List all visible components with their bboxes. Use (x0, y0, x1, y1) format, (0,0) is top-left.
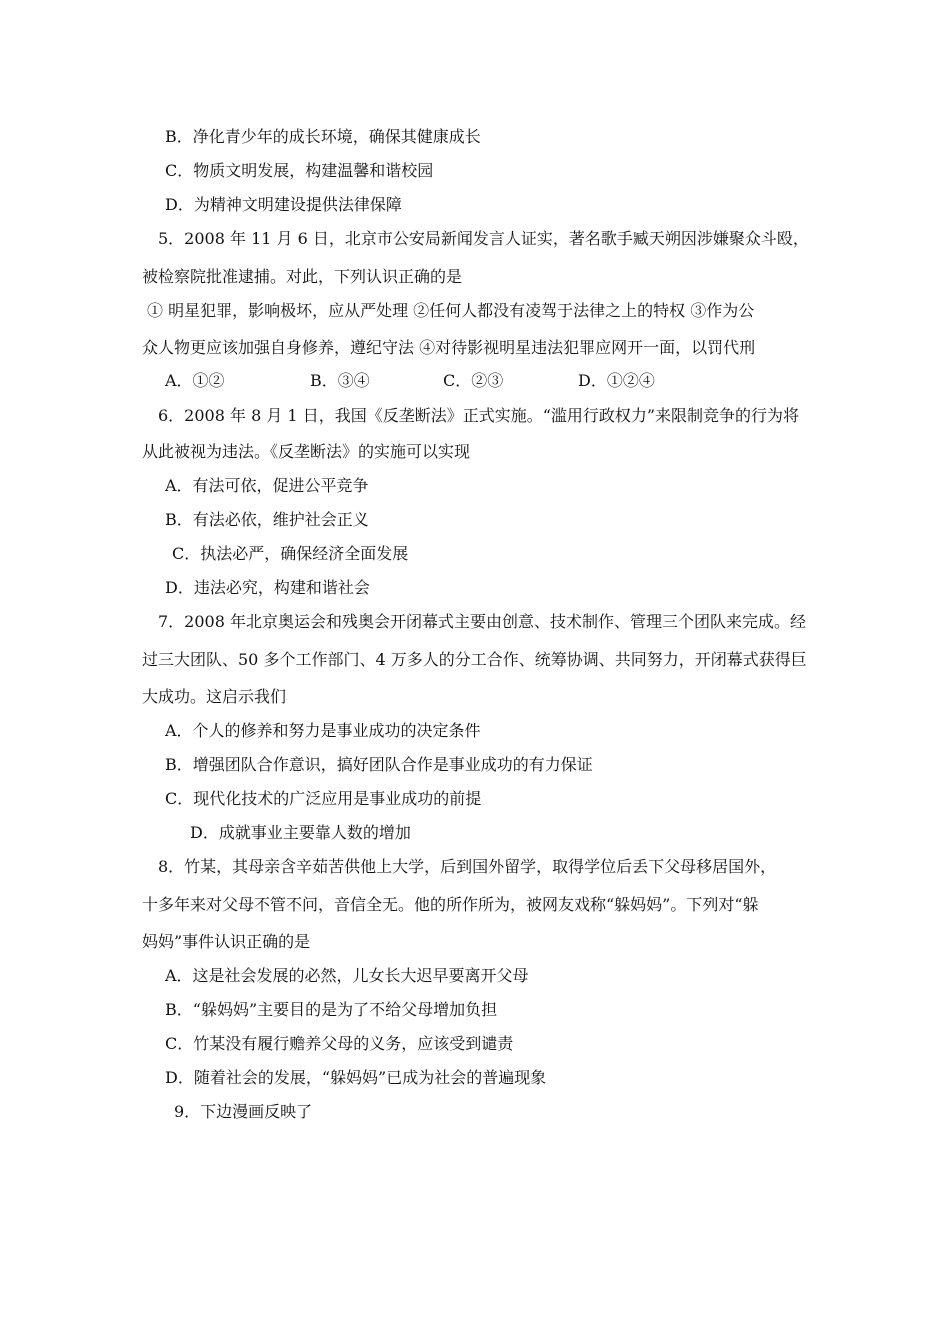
q9-stem: 9．下边漫画反映了 (174, 1102, 313, 1121)
q5-stem-line2: 被检察院批准逮捕。对此，下列认识正确的是 (142, 267, 463, 286)
q8-stem-line1: 8．竹某，其母亲含辛茹苦供他上大学，后到国外留学，取得学位后丢下父母移居国外， (158, 857, 777, 876)
q8-stem-line2: 十多年来对父母不管不问，音信全无。他的所作所为，被网友戏称“躲妈妈”。下列对“躲 (142, 895, 759, 914)
q6-stem-line2: 从此被视为违法。《反垄断法》的实施可以实现 (142, 442, 471, 461)
q6-option-c: C．执法必严，确保经济全面发展 (172, 544, 409, 563)
q7-stem-line3: 大成功。这启示我们 (142, 687, 287, 706)
q5-choice-a: A．①② (165, 371, 225, 390)
q7-stem-line2: 过三大团队、50 多个工作部门、4 万多人的分工合作、统筹协调、共同努力，开闭幕式获得巨 (142, 650, 807, 669)
q8-option-d: D．随着社会的发展，“躲妈妈”已成为社会的普遍现象 (165, 1068, 547, 1087)
q7-option-d: D．成就事业主要靠人数的增加 (190, 823, 411, 842)
q6-stem-line1: 6．2008 年 8 月 1 日，我国《反垄断法》正式实施。“滥用行政权力”来限制竞争的行为将 (158, 406, 800, 425)
q8-option-b: B．“躲妈妈”主要目的是为了不给父母增加负担 (165, 1000, 498, 1019)
q8-option-c: C．竹某没有履行赡养父母的义务，应该受到谴责 (165, 1034, 514, 1053)
q4-option-d: D．为精神文明建设提供法律保障 (165, 195, 402, 214)
q8-option-a: A．这是社会发展的必然，儿女长大迟早要离开父母 (165, 966, 529, 985)
q7-option-a: A．个人的修养和努力是事业成功的决定条件 (165, 721, 481, 740)
q4-option-c: C．物质文明发展，构建温馨和谐校园 (165, 161, 434, 180)
q5-items-line1: ① 明星犯罪，影响极坏，应从严处理 ②任何人都没有凌驾于法律之上的特权 ③作为公 (147, 301, 755, 320)
q6-option-a: A．有法可依，促进公平竞争 (165, 476, 369, 495)
q8-stem-line3: 妈妈”事件认识正确的是 (142, 932, 311, 951)
q7-option-b: B．增强团队合作意识，搞好团队合作是事业成功的有力保证 (165, 755, 593, 774)
q6-option-b: B．有法必依，维护社会正义 (165, 510, 369, 529)
q5-choice-c: C．②③ (443, 371, 504, 390)
q7-stem-line1: 7．2008 年北京奥运会和残奥会开闭幕式主要由创意、技术制作、管理三个团队来完成。经 (158, 612, 806, 631)
q5-stem-line1: 5．2008 年 11 月 6 日，北京市公安局新闻发言人证实，著名歌手臧天朔因涉嫌聚众斗殴， (158, 229, 809, 248)
q5-items-line2: 众人物更应该加强自身修养，遵纪守法 ④对待影视明星违法犯罪应网开一面，以罚代刑 (142, 338, 756, 357)
q4-option-b: B．净化青少年的成长环境，确保其健康成长 (165, 127, 481, 146)
q7-option-c: C．现代化技术的广泛应用是事业成功的前提 (165, 789, 482, 808)
q5-choice-b: B．③④ (310, 371, 370, 390)
q6-option-d: D．违法必究，构建和谐社会 (165, 578, 370, 597)
q5-choice-d: D．①②④ (578, 371, 655, 390)
